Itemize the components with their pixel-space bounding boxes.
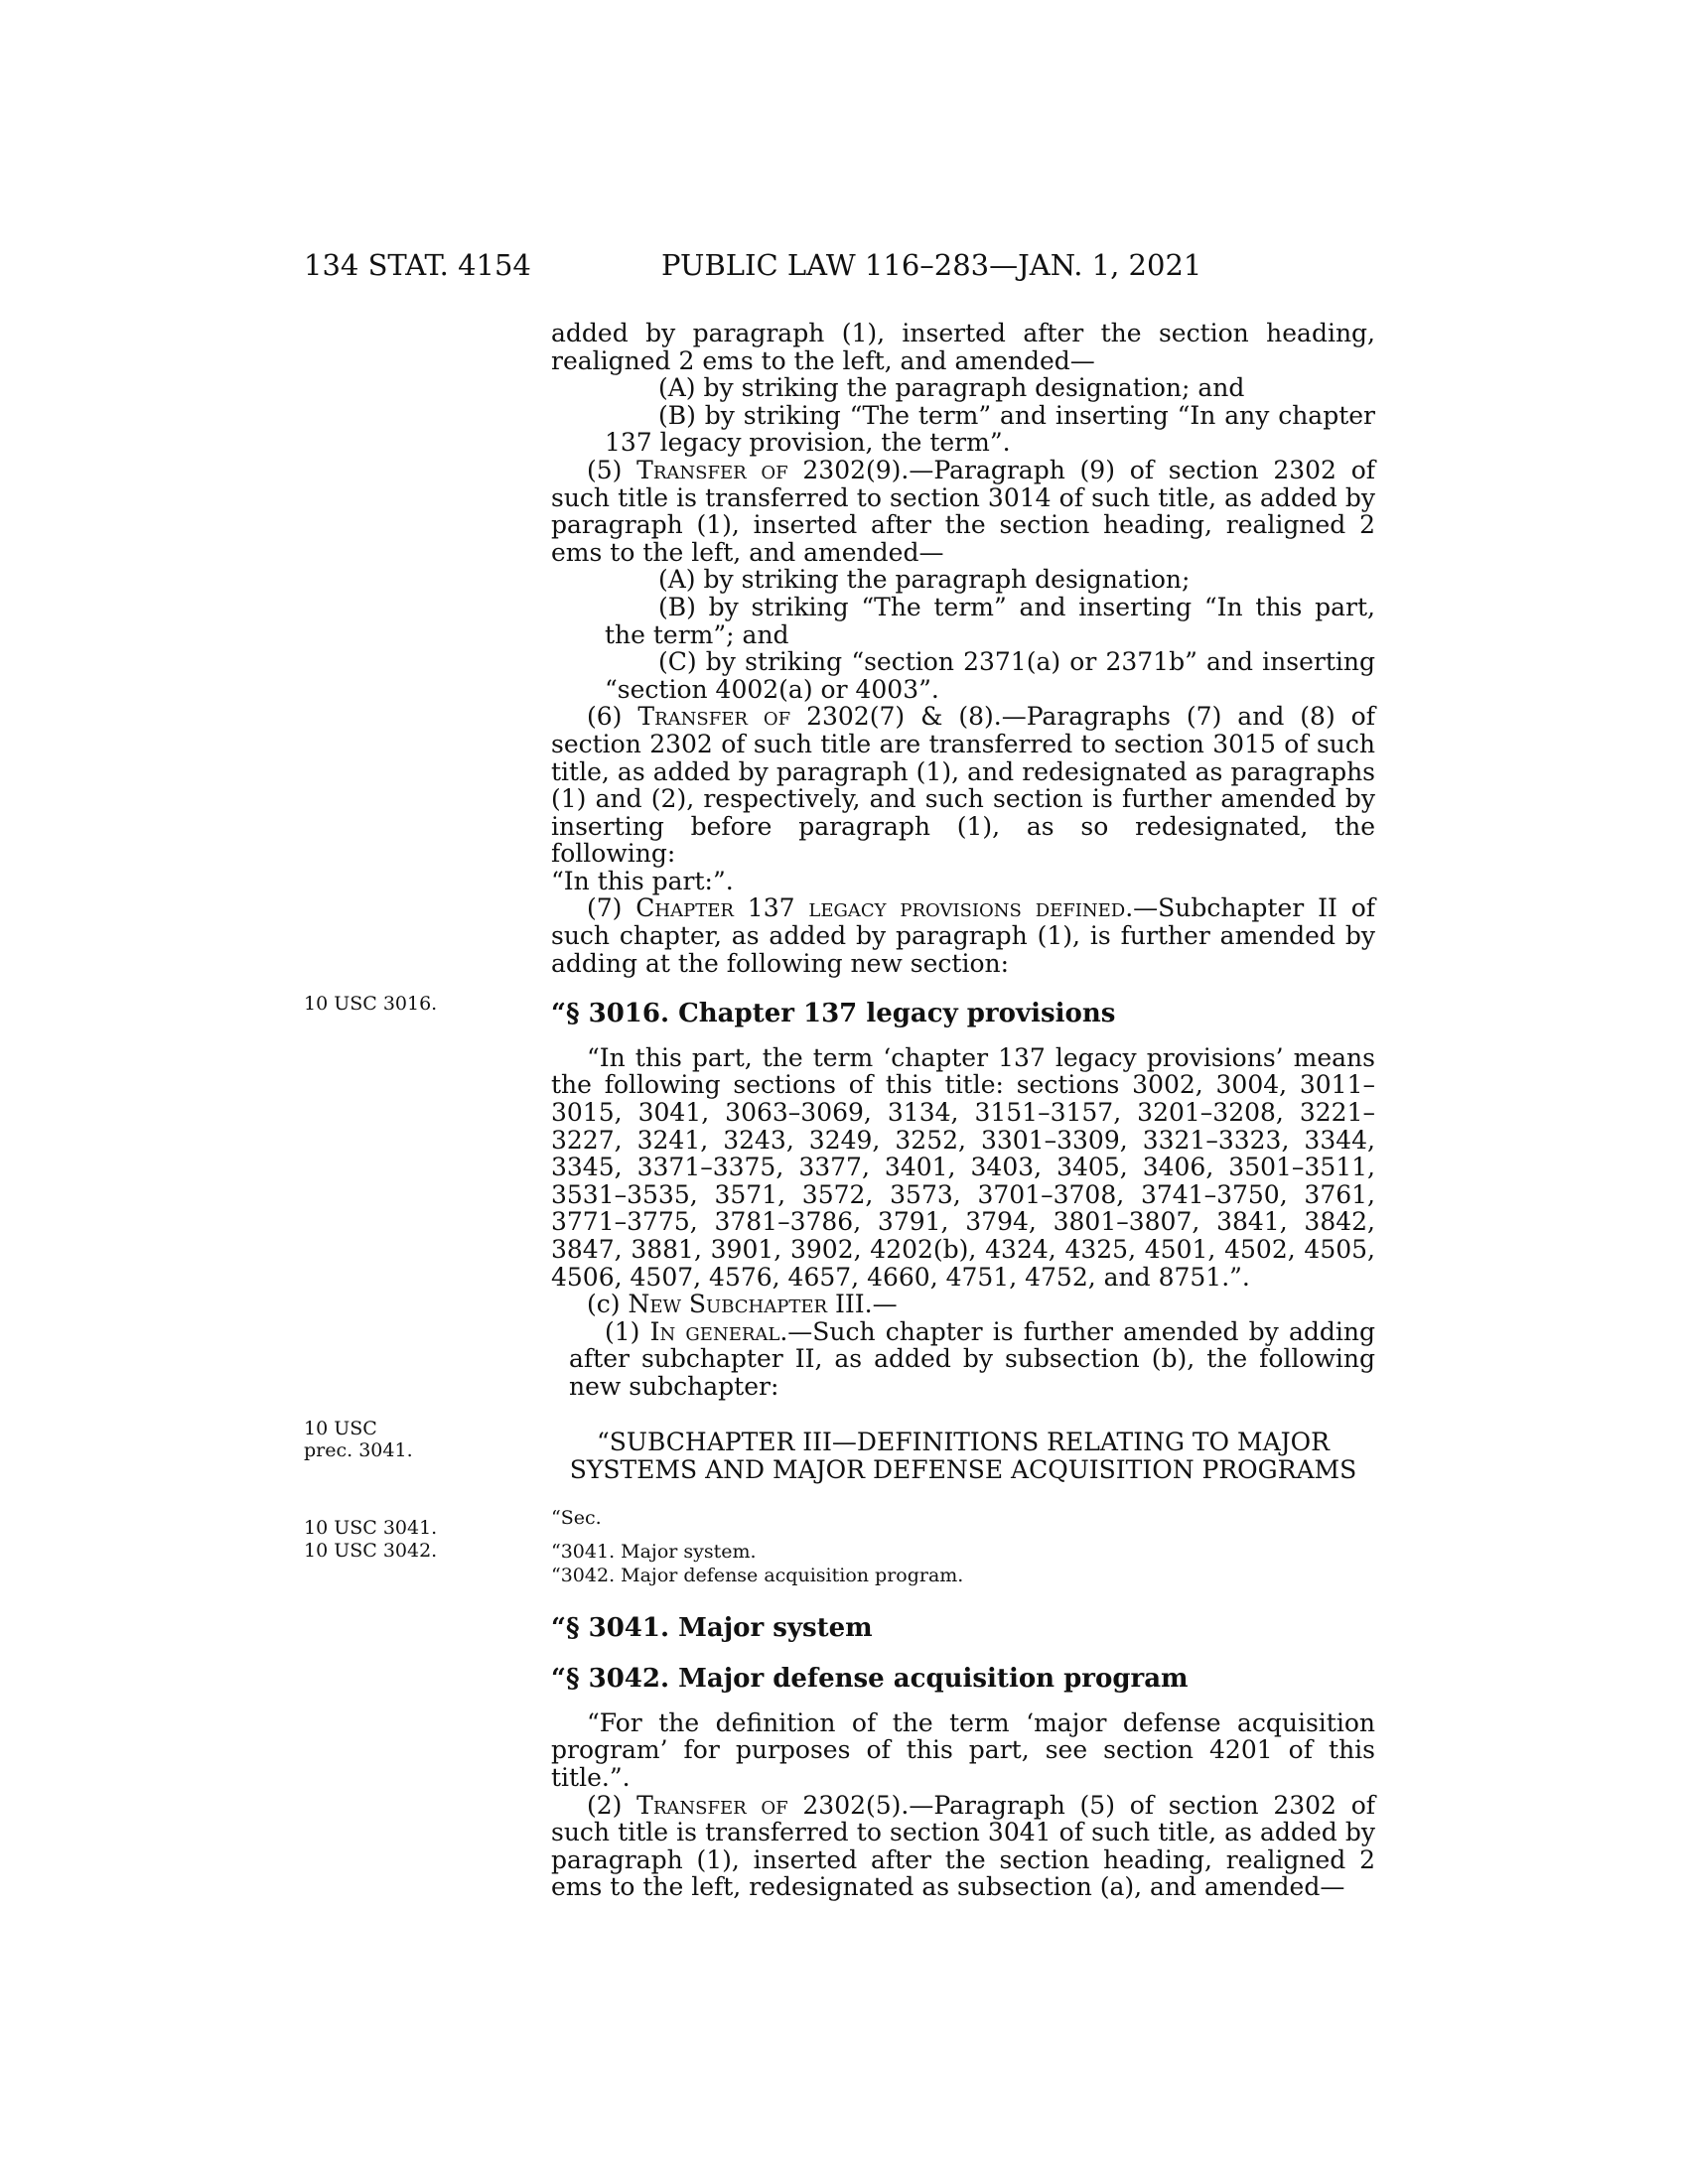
paragraph-text: —Paragraph (5) of section 2302 of such title is transferred to section 3041 of such title, as added by paragraph (1), inserted after the section heading, realigned 2 ems to the left, redesignated as subsection (a), and amended— bbox=[551, 1790, 1376, 1902]
subparagraph-a: (A) by striking the paragraph designation; and bbox=[658, 373, 1245, 403]
subparagraph-a: (A) by striking the paragraph designation; bbox=[658, 565, 1191, 595]
margin-note-usc-3042: 10 USC 3042. bbox=[304, 1540, 438, 1562]
subchapter-heading-line: “SUBCHAPTER III—DEFINITIONS RELATING TO MAJOR bbox=[596, 1427, 1330, 1456]
page-header bbox=[304, 248, 1366, 288]
section-3042-body: “For the definition of the term ‘major defense acquisition program’ for purposes of this part, see section 4201 of this title.”. bbox=[551, 1707, 1375, 1792]
margin-note-line: 10 USC bbox=[304, 1418, 377, 1439]
paragraph-c2 bbox=[551, 1792, 1375, 1901]
margin-note-usc-3041: 10 USC 3041. bbox=[304, 1517, 438, 1539]
paragraph-text: — bbox=[872, 1290, 898, 1319]
paragraph-heading: Transfer of 2302(9). bbox=[636, 455, 910, 484]
paragraph-label: (6) bbox=[587, 702, 638, 732]
subsection-c bbox=[551, 1291, 1375, 1318]
toc-entry-3041: “3041. Major system. bbox=[551, 1540, 757, 1563]
section-3041-heading: “§ 3041. Major system bbox=[551, 1612, 873, 1643]
paragraph-heading: In general. bbox=[649, 1316, 788, 1346]
section-3042-heading: “§ 3042. Major defense acquisition program bbox=[551, 1664, 1189, 1695]
paragraph-label: (2) bbox=[587, 1790, 637, 1820]
section-table-of-contents bbox=[551, 1506, 1375, 1587]
paragraph-label: (7) bbox=[587, 893, 636, 923]
paragraph-heading: New Subchapter III. bbox=[628, 1290, 873, 1319]
paragraph-label: (5) bbox=[587, 455, 637, 484]
paragraph-text: —Such chapter is further amended by adding after subchapter II, as added by subsection (b), the following new subchapter: bbox=[569, 1316, 1375, 1401]
paragraph-heading: Chapter 137 legacy provisions defined. bbox=[635, 893, 1134, 923]
paragraph-text: —Paragraph (9) of section 2302 of such title is transferred to section 3014 of such title, as added by paragraph (1), inserted after the section heading, realigned 2 ems to the left, and amended— bbox=[551, 455, 1376, 567]
paragraph-continuation: added by paragraph (1), inserted after the section heading, realigned 2 ems to the left, and amended— bbox=[551, 319, 1375, 375]
paragraph-5 bbox=[551, 457, 1375, 566]
paragraph-text: —Subchapter II of such chapter, as added by paragraph (1), is further amended by adding at the following new section: bbox=[551, 893, 1375, 978]
section-3016-heading: “§ 3016. Chapter 137 legacy provisions bbox=[551, 999, 1116, 1029]
document-body bbox=[551, 320, 1375, 1901]
section-3016-body: “In this part, the term ‘chapter 137 legacy provisions’ means the following sections of this title: sections 3002, 3004, 3011–3015, 3041, 3063–3069, 3134, 3151–3157, 3201–3208, 3221–3227, 3241, 3243, 3249, 3252, 3301–3309, 3321–3323, 3344, 3345, 3371–3375, 3377, 3401, 3403, 3405, 3406, 3501–3511, 3531–3535, 3571, 3572, 3573, 3701–3708, 3741–3750, 3761, 3771–3775, 3781–3786, 3791, 3794, 3801–3807, 3841, 3842, 3847, 3881, 3901, 3902, 4202(b), 4324, 4325, 4501, 4502, 4505, 4506, 4507, 4576, 4657, 4660, 4751, 4752, and 8751.”. bbox=[551, 1042, 1375, 1292]
paragraph-text: —Paragraphs (7) and (8) of section 2302 of such title are transferred to section 3015 of such title, as added by paragraph (1), and redesignated as paragraphs (1) and (2), respectively, and such section is further amended by inserting before paragraph (1), as so redesignated, the following: bbox=[551, 702, 1375, 869]
subparagraph-c: (C) by striking “section 2371(a) or 2371b” and inserting “section 4002(a) or 4003”. bbox=[605, 647, 1375, 704]
margin-note-usc-prec-3041 bbox=[304, 1418, 413, 1461]
margin-note-line: prec. 3041. bbox=[304, 1439, 413, 1461]
paragraph-c1 bbox=[551, 1318, 1375, 1401]
paragraph-7 bbox=[551, 894, 1375, 977]
stat-page-number: 134 STAT. 4154 bbox=[304, 248, 531, 282]
toc-sec-label: “Sec. bbox=[551, 1506, 602, 1529]
subchapter-iii-heading bbox=[551, 1429, 1375, 1484]
paragraph-heading: Transfer of 2302(7) & (8). bbox=[637, 702, 1002, 732]
margin-note-usc-3016: 10 USC 3016. bbox=[304, 993, 438, 1015]
paragraph-label: (1) bbox=[605, 1316, 650, 1346]
toc-entry-3042: “3042. Major defense acquisition program. bbox=[551, 1564, 964, 1586]
paragraph-6 bbox=[551, 703, 1375, 868]
public-law-running-head: PUBLIC LAW 116–283—JAN. 1, 2021 bbox=[661, 248, 1202, 282]
subchapter-heading-line: SYSTEMS AND MAJOR DEFENSE ACQUISITION PROGRAMS bbox=[569, 1454, 1357, 1484]
quoted-text: “In this part:”. bbox=[551, 866, 734, 895]
toc-spacer bbox=[551, 1530, 1375, 1540]
subparagraph-b: (B) by striking “The term” and inserting “In any chapter 137 legacy provision, the term”. bbox=[605, 400, 1375, 458]
subparagraph-b: (B) by striking “The term” and inserting “In this part, the term”; and bbox=[605, 592, 1375, 649]
paragraph-label: (c) bbox=[587, 1290, 629, 1319]
paragraph-heading: Transfer of 2302(5). bbox=[636, 1790, 910, 1820]
